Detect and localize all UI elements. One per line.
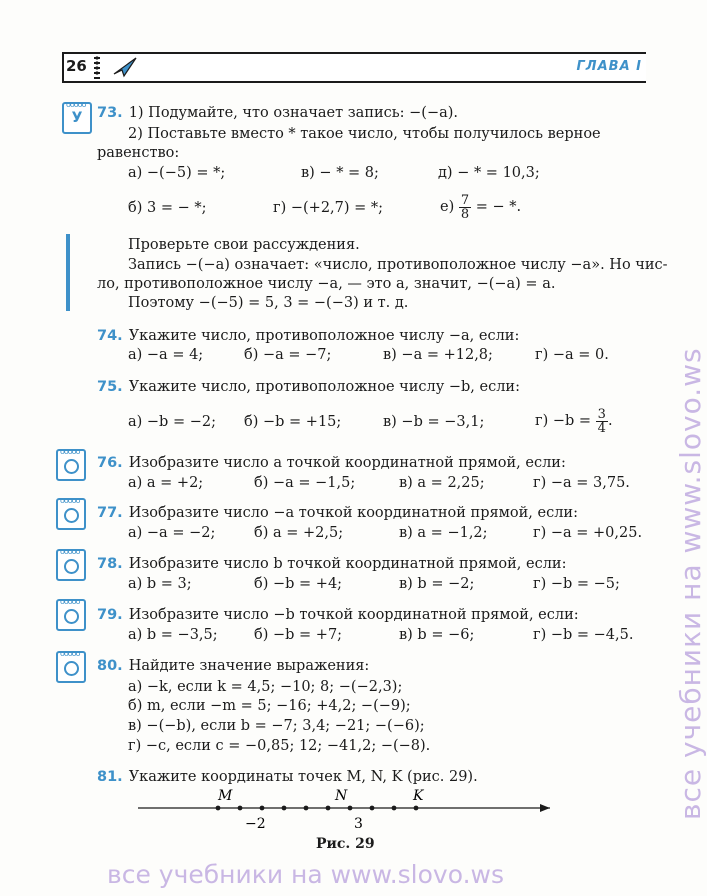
exercise-74-item: б) −a = −7;	[244, 347, 332, 363]
exercise-74-item: г) −a = 0.	[535, 347, 609, 363]
exercise-73-item-a: а) −(−5) = *;	[128, 165, 226, 181]
exercise-78-item: а) b = 3;	[128, 576, 192, 592]
point-label-k: K	[413, 788, 424, 804]
exercise-77-item: б) a = +2,5;	[254, 525, 344, 541]
exercise-73-item-d: д) − * = 10,3;	[438, 165, 540, 181]
point-label-n: N	[335, 788, 348, 804]
exercise-73-line3: равенство:	[97, 145, 180, 161]
exercise-75-title: 75. Укажите число, противоположное числу −b, если:	[97, 379, 520, 395]
oral-task-badge: ooooo	[56, 599, 86, 631]
exercise-80-line: а) −k, если k = 4,5; −10; 8; −(−2,3);	[128, 679, 403, 695]
exercise-80-line: г) −c, если c = −0,85; 12; −41,2; −(−8).	[128, 738, 431, 754]
watermark-bottom: все учебники на www.slovo.ws	[107, 860, 504, 889]
exercise-79-title: 79. Изобразите число −b точкой координатной прямой, если:	[97, 607, 579, 623]
tick-label-3: 3	[354, 816, 363, 832]
exercise-80-title: 80. Найдите значение выражения:	[97, 658, 370, 674]
watermark-vertical: все учебники на www.slovo.ws	[674, 347, 707, 820]
number-line-dot	[414, 806, 419, 811]
exercise-73-item-e: е) $\frac{7}{8}$ = − *.	[440, 192, 522, 222]
check-line4: Поэтому −(−5) = 5, 3 = −(−3) и т. д.	[128, 295, 409, 311]
exercise-78-item: в) b = −2;	[399, 576, 475, 592]
oral-task-badge: ooooo	[56, 498, 86, 530]
exercise-73-item-v: в) − * = 8;	[301, 165, 379, 181]
exercise-77-item: в) a = −1,2;	[399, 525, 488, 541]
spiral-icon	[92, 54, 102, 80]
exercise-75-item: в) −b = −3,1;	[383, 414, 485, 430]
task-badge: ooooo У	[62, 102, 92, 134]
chapter-title: ГЛАВА I	[576, 59, 642, 74]
fraction-3-4: $\frac{3}{4}$	[597, 406, 606, 436]
exercise-74-title: 74. Укажите число, противоположное числу −a, если:	[97, 328, 520, 344]
number-line-dot	[326, 806, 331, 811]
number-line-dot	[304, 806, 309, 811]
header-bar	[62, 52, 646, 83]
exercise-79-item: г) −b = −4,5.	[533, 627, 634, 643]
exercise-80-line: в) −(−b), если b = −7; 3,4; −21; −(−6);	[128, 718, 425, 734]
number-line-dot	[260, 806, 265, 811]
exercise-73-item-g: г) −(+2,7) = *;	[273, 200, 384, 216]
exercise-73-item-b: б) 3 = − *;	[128, 200, 207, 216]
check-line3: ло, противоположное числу −a, — это a, значит, −(−a) = a.	[97, 276, 556, 292]
number-line-dot	[370, 806, 375, 811]
number-line-figure	[130, 784, 560, 834]
exercise-79-item: в) b = −6;	[399, 627, 475, 643]
point-label-m: M	[218, 788, 233, 804]
exercise-78-item: г) −b = −5;	[533, 576, 620, 592]
number-line-dot	[216, 806, 221, 811]
note-sidebar	[66, 234, 70, 311]
number-line-arrow	[540, 804, 550, 812]
exercise-76-item: г) −a = 3,75.	[533, 475, 630, 491]
exercise-76-item: б) −a = −1,5;	[254, 475, 356, 491]
exercise-78-title: 78. Изобразите число b точкой координатной прямой, если:	[97, 556, 567, 572]
exercise-74-item: в) −a = +12,8;	[383, 347, 493, 363]
figure-caption: Рис. 29	[316, 836, 375, 852]
exercise-73-line2: 2) Поставьте вместо * такое число, чтобы получилось верное	[128, 126, 601, 142]
exercise-79-item: а) b = −3,5;	[128, 627, 218, 643]
exercise-75-item: г) −b = $\frac{3}{4}$ .	[535, 406, 613, 436]
number-line-dot	[238, 806, 243, 811]
exercise-77-item: г) −a = +0,25.	[533, 525, 643, 541]
page-number: 26	[66, 57, 87, 75]
paper-plane-icon	[112, 54, 138, 80]
exercise-81-title: 81. Укажите координаты точек M, N, K (рис. 29).	[97, 769, 478, 785]
number-line-dot	[282, 806, 287, 811]
exercise-76-item: в) a = 2,25;	[399, 475, 485, 491]
exercise-77-item: а) −a = −2;	[128, 525, 216, 541]
oral-task-badge: ooooo	[56, 549, 86, 581]
exercise-73-line1: 73. 1) Подумайте, что означает запись: −(−a).	[97, 105, 459, 121]
exercise-76-title: 76. Изобразите число a точкой координатной прямой, если:	[97, 455, 566, 471]
exercise-75-item: б) −b = +15;	[244, 414, 342, 430]
tick-label-neg2: −2	[245, 816, 266, 832]
exercise-75-item: а) −b = −2;	[128, 414, 216, 430]
number-line-dot	[392, 806, 397, 811]
check-line2: Запись −(−a) означает: «число, противоположное числу −a». Но чис-	[128, 257, 668, 273]
number-line-dot	[348, 806, 353, 811]
exercise-76-item: а) a = +2;	[128, 475, 204, 491]
exercise-77-title: 77. Изобразите число −a точкой координатной прямой, если:	[97, 505, 578, 521]
fraction-7-8: $\frac{7}{8}$	[460, 192, 470, 222]
oral-task-badge: ooooo	[56, 651, 86, 683]
exercise-80-line: б) m, если −m = 5; −16; +4,2; −(−9);	[128, 698, 411, 714]
check-line1: Проверьте свои рассуждения.	[128, 237, 360, 253]
exercise-78-item: б) −b = +4;	[254, 576, 343, 592]
oral-task-badge: ooooo	[56, 449, 86, 481]
exercise-74-item: а) −a = 4;	[128, 347, 204, 363]
exercise-79-item: б) −b = +7;	[254, 627, 343, 643]
